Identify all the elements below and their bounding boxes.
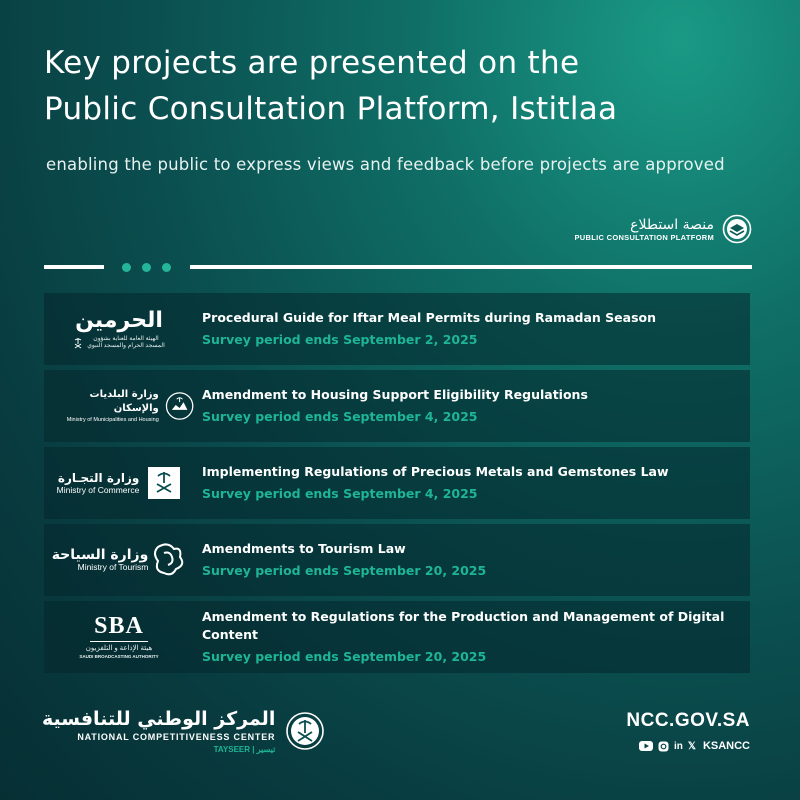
headline-line-1: Key projects are presented on the: [44, 45, 580, 81]
project-title: Amendment to Regulations for the Production and Management of Digital Content: [202, 609, 725, 642]
sba-mark: SBA: [94, 613, 144, 639]
municipalities-housing-logo: [44, 370, 194, 442]
survey-deadline: Survey period ends September 4, 2025: [202, 486, 478, 501]
tayseer-label: TAYSEER | تيسير: [213, 745, 276, 754]
tourism-emblem-icon: [152, 541, 186, 579]
section-divider: [44, 264, 752, 270]
project-row[interactable]: [44, 293, 750, 365]
haramain-logo-name: الحرمين: [75, 307, 163, 333]
survey-deadline: Survey period ends September 20, 2025: [202, 649, 487, 664]
sba-name-en: SAUDI BROADCASTING AUTHORITY: [79, 654, 159, 659]
sba-logo: [44, 601, 194, 673]
housing-emblem-icon: [165, 391, 194, 421]
commerce-emblem-icon: [147, 466, 181, 500]
ministry-name-en: Ministry of Tourism: [77, 562, 149, 572]
project-title: Implementing Regulations of Precious Metals and Gemstones Law: [202, 464, 669, 479]
ministry-name-ar: وزارة البلديات والإسكان: [89, 389, 159, 414]
subtitle: enabling the public to express views and feedback before projects are approved: [46, 155, 725, 174]
sba-name-ar: هيئة الإذاعة و التلفزيون: [85, 645, 153, 652]
tourism-logo: [44, 524, 194, 596]
project-title: Procedural Guide for Iftar Meal Permits during Ramadan Season: [202, 310, 657, 325]
x-icon[interactable]: 𝕏: [687, 740, 696, 752]
linkedin-icon[interactable]: in: [673, 740, 683, 752]
headline: [44, 40, 764, 132]
project-row[interactable]: [44, 601, 750, 673]
ncc-name-en: NATIONAL COMPETITIVENESS CENTER: [77, 732, 276, 742]
project-title: Amendment to Housing Support Eligibility Regulations: [202, 387, 588, 402]
platform-name-en: PUBLIC CONSULTATION PLATFORM: [574, 232, 714, 242]
social-handle: KSANCC: [702, 740, 750, 752]
ncc-emblem-icon: [285, 711, 325, 751]
haramain-logo-subtitle-line-1: الهيئة العامة للعناية بشؤون: [93, 335, 159, 342]
haramain-logo-subtitle-line-2: المسجد الحرام والمسجد النبوي: [87, 342, 165, 349]
survey-deadline: Survey period ends September 2, 2025: [202, 332, 478, 347]
project-row[interactable]: [44, 370, 750, 442]
instagram-icon[interactable]: [658, 741, 669, 752]
survey-deadline: Survey period ends September 20, 2025: [202, 563, 487, 578]
projects-list: [44, 293, 750, 678]
project-row[interactable]: [44, 524, 750, 596]
headline-line-2: Public Consultation Platform, Istitlaa: [44, 91, 618, 127]
website-link[interactable]: NCC.GOV.SA: [626, 710, 750, 731]
ministry-name-ar: وزارة السياحة: [51, 547, 149, 563]
project-title: Amendments to Tourism Law: [202, 541, 406, 556]
istitlaa-emblem-icon: [722, 214, 752, 244]
contact-block: [626, 710, 750, 752]
ministry-name-en: Ministry of Municipalities and Housing: [66, 417, 159, 423]
platform-name-ar: منصة استطلاع: [630, 216, 714, 233]
istitlaa-platform-logo: [575, 214, 753, 244]
survey-deadline: Survey period ends September 4, 2025: [202, 409, 478, 424]
ministry-name-ar: وزارة التجـارة: [57, 471, 140, 485]
palm-swords-emblem-icon: [73, 337, 83, 349]
social-links: [626, 740, 750, 752]
ncc-name-ar: المركز الوطني للتنافسية: [42, 708, 276, 730]
ministry-name-en: Ministry of Commerce: [56, 485, 140, 495]
youtube-icon[interactable]: [639, 741, 653, 751]
commerce-logo: [44, 447, 194, 519]
project-row[interactable]: [44, 447, 750, 519]
haramain-logo: [44, 293, 194, 365]
ncc-logo: [42, 708, 325, 754]
